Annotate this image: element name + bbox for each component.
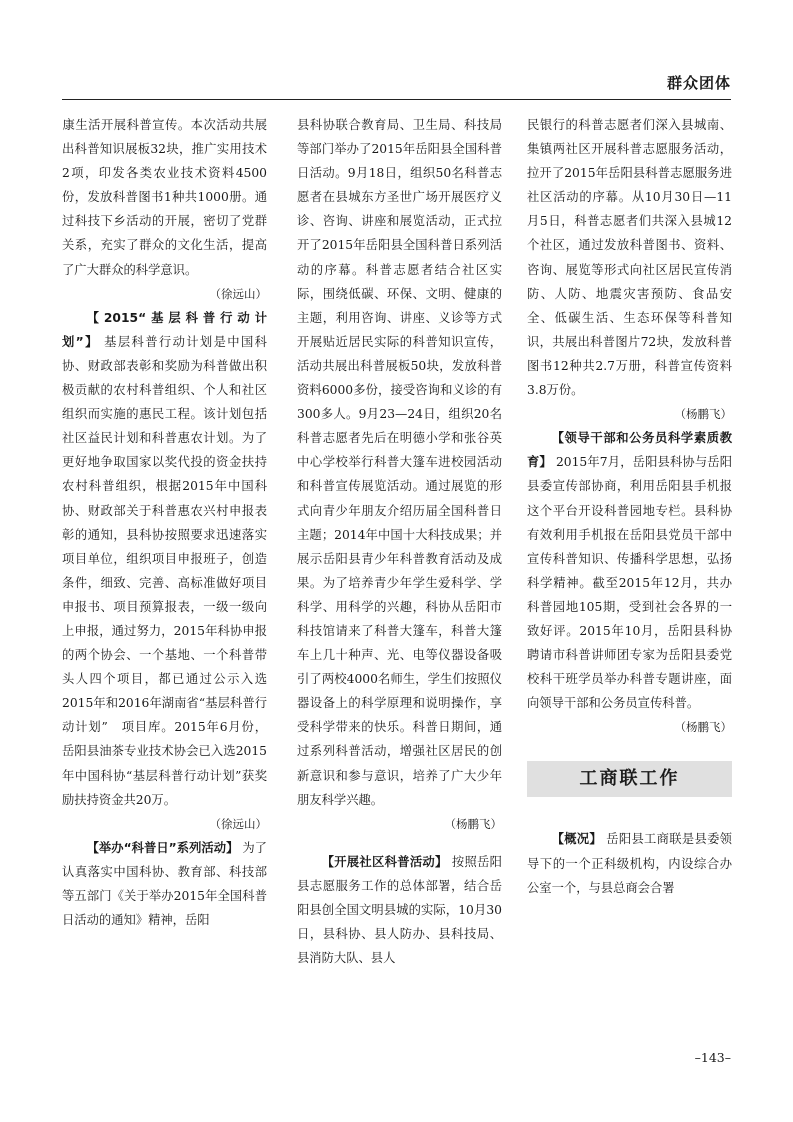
entry-community-science [297, 850, 502, 970]
paragraph-continued: 县科协联合教育局、卫生局、科技局等部门举办了2015年岳阳县全国科普日活动。9月18日，组织50名科普志愿者在县城东方圣世广场开展医疗义诊、咨询、讲座和展览活动，正式拉开了2015年岳阳县全国科普日系列活动的序幕。科普志愿者结合社区实际，围绕低碳、环保、文明、健康的主题，利用咨询、讲座、义诊等方式开展贴近居民实际的科普知识宣传，活动共展出科普展板50块，发放科普资料6000多份，接受咨询和义诊的有300多人。9月23—24日，组织20名科普志愿者先后在明德小学和张谷英中心学校举行科普大篷车进校园活动和科普宣传展览活动。通过展览的形式向青少年朋友介绍历届全国科普日主题；2014年中国十大科技成果；并展示岳阳县青少年科普教育活动及成果。为了培养青少年学生爱科学、学科学、用科学的兴趣，科协从岳阳市科技馆请来了科普大篷车，科普大篷车上几十种声、光、电等仪器设备吸引了两校4000名师生，学生们按照仪器设备上的科学原理和说明操作，享受科学带来的快乐。科普日期间，通过系列科普活动，增强社区居民的创新意识和参与意识，培养了广大少年朋友科学兴趣。 [297, 118, 502, 807]
entry-basic-science-plan [62, 306, 267, 812]
entry-title: 【2015“基层科普行动计划”】 [62, 310, 267, 349]
paragraph-intro [62, 113, 267, 282]
column-2 [297, 113, 502, 970]
author-credit: （徐远山） [209, 286, 267, 301]
entry-title: 【领导干部和公务员科学素质教育】 [527, 431, 732, 470]
entry-title: 【举办“科普日”系列活动】 [86, 840, 239, 855]
page-number: –143– [694, 1050, 731, 1065]
entry-overview [527, 827, 732, 899]
entry-text: 为了认真落实中国科协、教育部、科技部等五部门《关于举办2015年全国科普日活动的通知》精神，岳阳 [62, 840, 267, 928]
header-rule [62, 99, 731, 100]
author-credit: （徐远山） [209, 816, 267, 831]
column-1 [62, 113, 267, 932]
entry-text: 按照岳阳县志愿服务工作的总体部署，结合岳阳县创全国文明县城的实际，10月30日，县科协、县人防办、县科技局、县消防大队、县人 [297, 854, 502, 966]
column-3 [527, 113, 732, 900]
author-credit: （杨鹏飞） [674, 720, 732, 735]
entry-science-day [62, 836, 267, 932]
author-credit: （杨鹏飞） [674, 407, 732, 422]
entry-text: 2015年7月，岳阳县科协与岳阳县委宣传部协商，利用岳阳县手机报这个平台开设科普园地专栏。县科协有效利用手机报在岳阳县党员干部中宣传科普知识、传播科学思想，弘扬科学精神。截至2015年12月，共办科普园地105期，受到社会各界的一致好评。2015年10月，岳阳县科协聘请市科普讲师团专家为岳阳县委党校科干班学员举办科普专题讲座，面向领导干部和公务员宣传科普。 [527, 455, 732, 711]
entry-text: 岳阳县工商联是县委领导下的一个正科级机构，内设综合办公室一个，与县总商会合署 [527, 832, 732, 895]
section-heading: 工商联工作 [527, 761, 732, 797]
paragraph-continued: 民银行的科普志愿者们深入县城南、集镇两社区开展科普志愿服务活动，拉开了2015年岳阳县科普志愿服务进社区活动的序幕。从10月30日—11月5日，科普志愿者们共深入县城12个社区，通过发放科普图书、资料、咨询、展览等形式向社区居民宣传消防、人防、地震灾害预防、食品安全、低碳生活、生态环保等科普知识，共展出科普图片72块，发放科普图书12种共2.7万册，科普宣传资料3.8万份。 [527, 118, 732, 398]
author-credit: （杨鹏飞） [444, 816, 502, 831]
entry-cadre-education [527, 426, 732, 715]
entry-title: 【开展社区科普活动】 [321, 854, 448, 869]
intro-text: 康生活开展科普宣传。本次活动共展出科普知识展板32块，推广实用技术2项，印发各类农业技术资料4500份，发放科普图书1种共1000册。通过科技下乡活动的开展，密切了党群关系，充实了群众的文化生活，提高了广大群众的科学意识。 [62, 118, 267, 277]
entry-title: 【概况】 [551, 832, 603, 847]
page-header-section: 群众团体 [666, 74, 731, 92]
entry-text: 基层科普行动计划是中国科协、财政部表彰和奖励为科普做出积极贡献的农村科普组织、个人和社区组织而实施的惠民工程。该计划包括社区益民计划和科普惠农计划。为了更好地争取国家以奖代投的资金扶持农村科普组织，根据2015年中国科协、财政部关于科普惠农兴村申报表彰的通知，县科协按照要求迅速落实项目单位，组织项目申报班子，创造条件，细致、完善、高标准做好项目申报书、项目预算报表，一级一级向上申报，通过努力，2015年科协申报的两个协会、一个基地、一个科普带头人四个项目，都已通过公示入选2015年和2016年湖南省“基层科普行动计划” 项目库。2015年6月份，岳阳县油茶专业技术协会已入选2015年中国科协“基层科普行动计划”获奖励扶持资金共20万。 [62, 334, 267, 807]
